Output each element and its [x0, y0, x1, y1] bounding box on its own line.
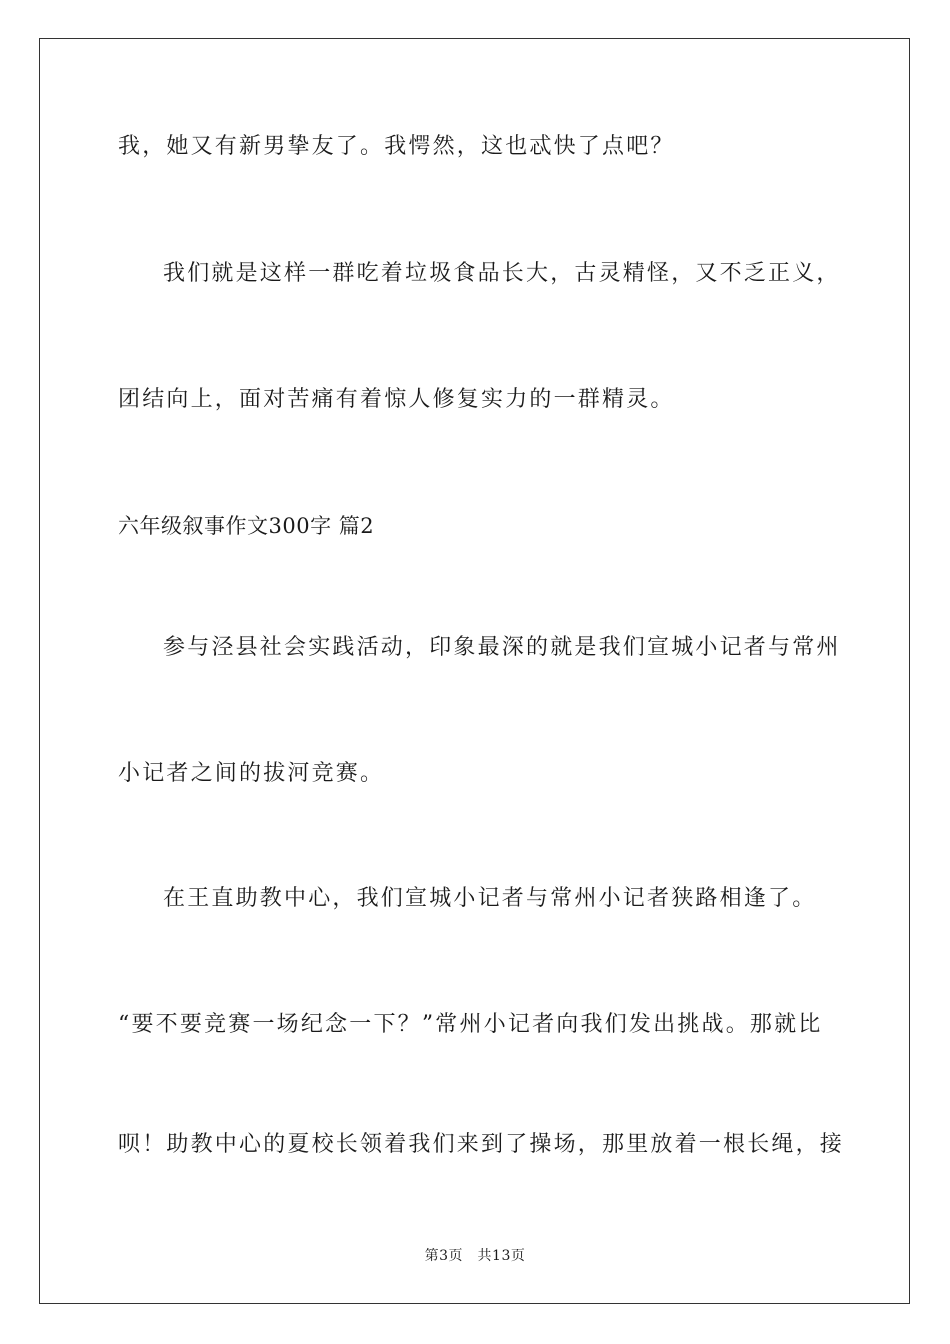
paragraph-line: “要不要竞赛一场纪念一下？”常州小记者向我们发出挑战。那就比	[118, 1012, 823, 1037]
page-border	[39, 38, 910, 1304]
paragraph-line: 在王直助教中心，我们宣城小记者与常州小记者狭路相逢了。	[163, 886, 817, 911]
paragraph-line: 小记者之间的拔河竞赛。	[118, 761, 385, 786]
paragraph-line: 我们就是这样一群吃着垃圾食品长大，古灵精怪，又不乏正义，	[163, 261, 841, 286]
paragraph-line: 呗！助教中心的夏校长领着我们来到了操场，那里放着一根长绳，接	[118, 1132, 845, 1157]
paragraph-line: 我，她又有新男挚友了。我愕然，这也忒快了点吧？	[118, 134, 675, 159]
section-heading: 六年级叙事作文300字 篇2	[118, 514, 375, 538]
paragraph-line: 参与泾县社会实践活动，印象最深的就是我们宣城小记者与常州	[163, 635, 841, 660]
page-number: 第3页 共13页	[424, 1248, 526, 1264]
paragraph-line: 团结向上，面对苦痛有着惊人修复实力的一群精灵。	[118, 387, 675, 412]
